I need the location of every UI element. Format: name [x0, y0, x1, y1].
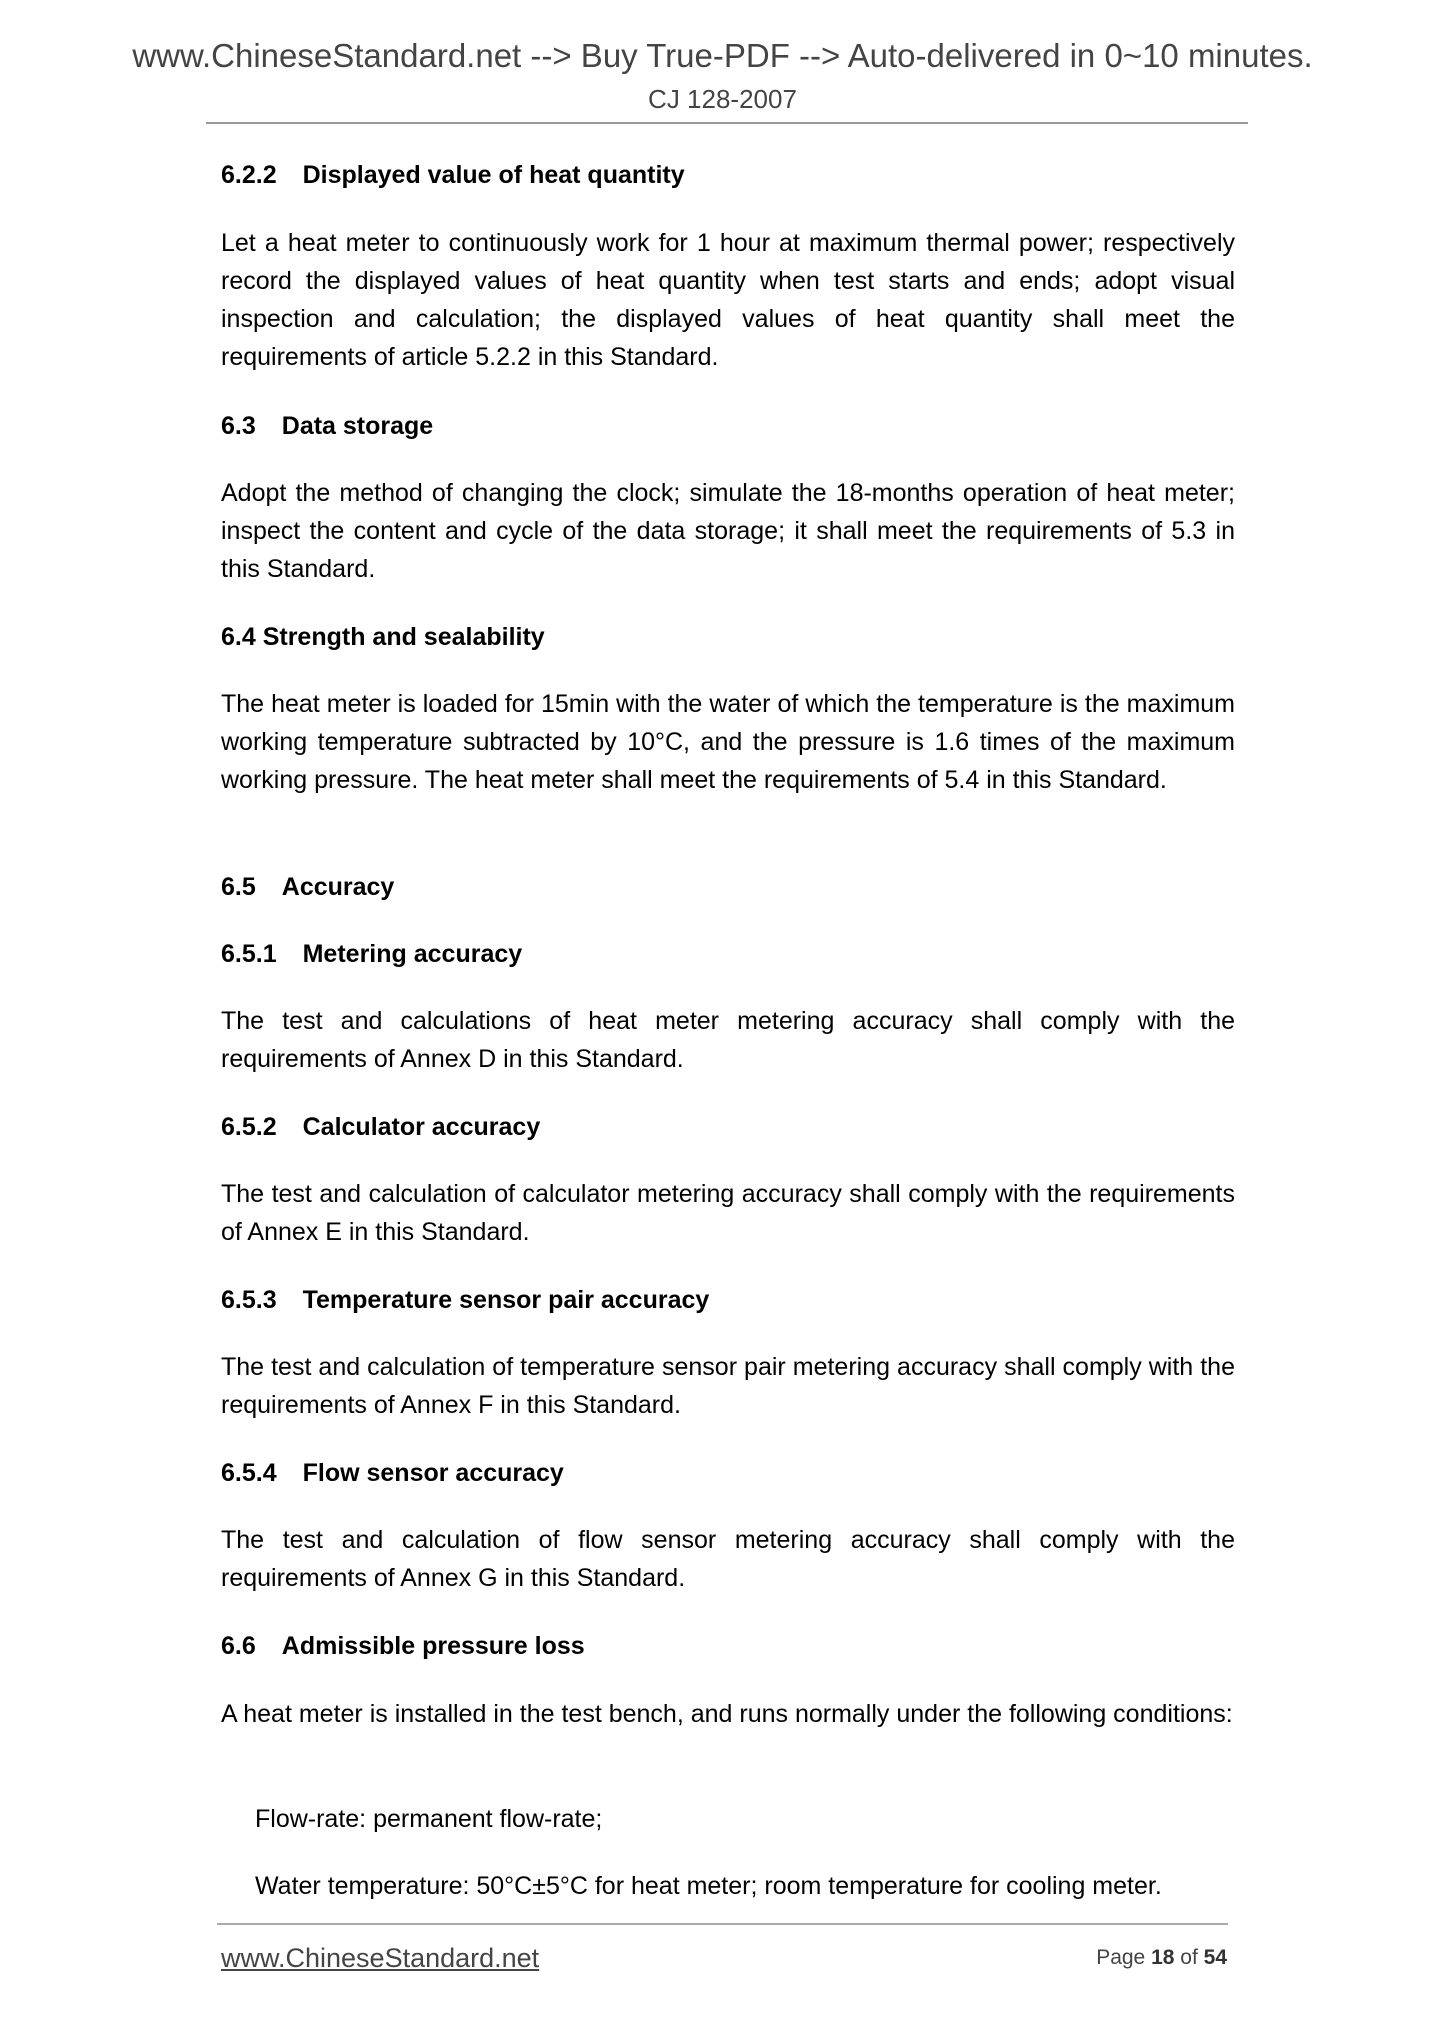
page-total: 54	[1203, 1946, 1227, 1969]
condition-item: Water temperature: 50°C±5°C for heat meter; room temperature for cooling meter.	[255, 1872, 1162, 1900]
section-title: Data storage	[281, 412, 434, 440]
section-title: Calculator accuracy	[302, 1113, 541, 1141]
paragraph: The test and calculation of temperature sensor pair metering accuracy shall comply with the requirements of Annex F in this Standard.	[221, 1353, 1235, 1419]
section-title: Metering accuracy	[302, 940, 523, 968]
paragraph: The test and calculation of calculator metering accuracy shall comply with the requirements of Annex E in this Standard.	[221, 1180, 1235, 1246]
page-number: 18	[1151, 1946, 1175, 1969]
section-number: 6.2.2	[221, 161, 277, 189]
footer-divider	[217, 1923, 1228, 1925]
section-title: Admissible pressure loss	[281, 1632, 585, 1660]
page-label: Page	[1096, 1946, 1146, 1969]
paragraph: The test and calculation of flow sensor metering accuracy shall comply with the requirements of Annex G in this Standard.	[221, 1526, 1235, 1592]
condition-item: Flow-rate: permanent flow-rate;	[255, 1805, 603, 1833]
header-divider	[206, 122, 1248, 124]
document-code: CJ 128-2007	[648, 84, 797, 114]
section-heading	[221, 1108, 1235, 1146]
section-heading	[221, 935, 1235, 973]
section-title: Temperature sensor pair accuracy	[302, 1286, 710, 1314]
section-heading	[221, 1627, 1235, 1665]
section-heading	[221, 1281, 1235, 1319]
section-heading	[221, 407, 1235, 445]
paragraph: The heat meter is loaded for 15min with the water of which the temperature is the maximum working temperature subtracted by 10°C, and the pressure is 1.6 times of the maximum working pressure. The heat meter shall meet the requirements of 5.4 in this Standard.	[221, 690, 1235, 794]
section-number: 6.5.2	[221, 1113, 277, 1141]
section-number: 6.5	[221, 873, 256, 901]
page-indicator	[1096, 1946, 1227, 1970]
paragraph: Let a heat meter to continuously work for 1 hour at maximum thermal power; respectively record the displayed values of heat quantity when test starts and ends; adopt visual inspection and calculation; the displayed values of heat quantity shall meet the requirements of article 5.2.2 in this Standard.	[221, 229, 1235, 371]
section-number: 6.5.4	[221, 1459, 277, 1487]
section-title: Accuracy	[281, 873, 395, 901]
section-title: Displayed value of heat quantity	[302, 161, 685, 189]
section-heading	[221, 1454, 1235, 1492]
section-number: 6.6	[221, 1632, 256, 1660]
paragraph: A heat meter is installed in the test bench, and runs normally under the following conditions:	[221, 1700, 1233, 1728]
section-number: 6.5.1	[221, 940, 277, 968]
section-heading: 6.4 Strength and sealability	[221, 623, 545, 651]
header-banner: www.ChineseStandard.net --> Buy True-PDF --> Auto-delivered in 0~10 minutes.	[132, 37, 1313, 74]
paragraph: The test and calculations of heat meter metering accuracy shall comply with the requirements of Annex D in this Standard.	[221, 1007, 1235, 1073]
of-label: of	[1180, 1946, 1198, 1969]
section-heading	[221, 868, 1235, 906]
footer-link[interactable]: www.ChineseStandard.net	[221, 1943, 540, 1973]
section-number: 6.5.3	[221, 1286, 277, 1314]
section-heading	[221, 156, 1235, 194]
section-number: 6.3	[221, 412, 256, 440]
section-title: Flow sensor accuracy	[302, 1459, 564, 1487]
paragraph: Adopt the method of changing the clock; simulate the 18-months operation of heat meter; inspect the content and cycle of the data storage; it shall meet the requirements of 5.3 in this Standard.	[221, 479, 1235, 583]
